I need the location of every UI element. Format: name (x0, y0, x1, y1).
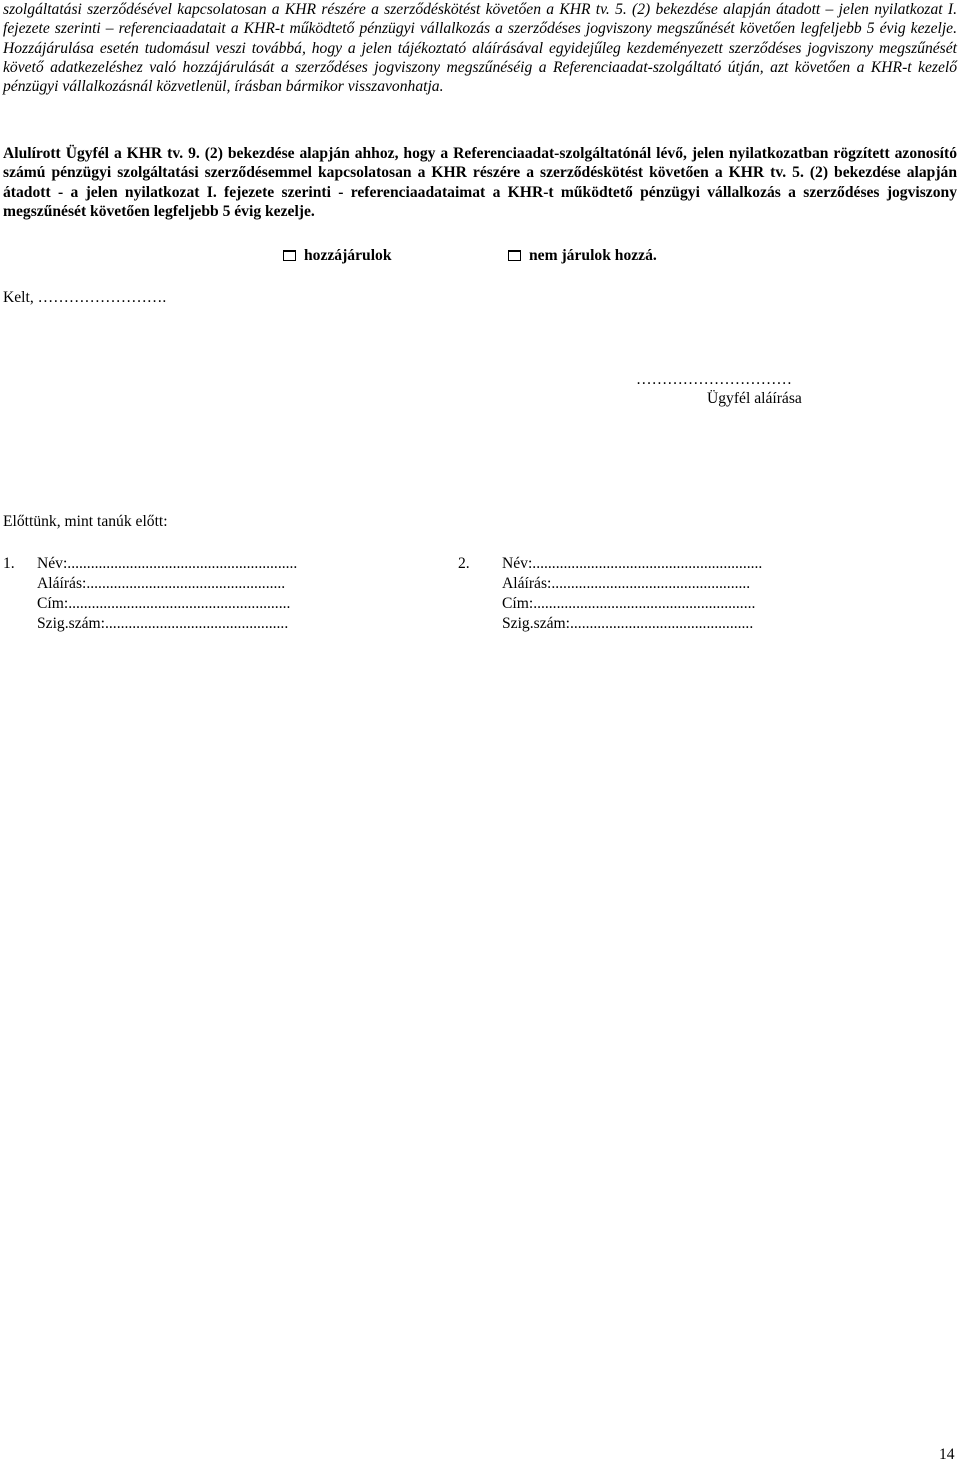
witness-1-signature-field: Aláírás:................................................... (37, 575, 286, 592)
witness-1-name-field: Név:........................................................... (37, 555, 298, 572)
witness-2-signature-field: Aláírás:................................................... (502, 575, 751, 592)
consent-checkbox[interactable] (283, 250, 296, 261)
decline-option[interactable] (508, 246, 657, 265)
witness-2-address-field: Cím:......................................................... (502, 595, 756, 612)
kelt-line: Kelt, ……………………. (3, 289, 167, 306)
witness-1-number: 1. (3, 555, 15, 572)
consent-option-label: hozzájárulok (304, 247, 392, 264)
decline-option-label: nem járulok hozzá. (529, 247, 657, 264)
witness-intro: Előttünk, mint tanúk előtt: (3, 513, 168, 530)
consent-option[interactable] (283, 246, 392, 265)
witness-1-address-field: Cím:......................................................... (37, 595, 291, 612)
page-number: 14 (939, 1446, 955, 1463)
witness-1-id-field: Szig.szám:............................................... (37, 615, 289, 632)
signature-label: Ügyfél aláírása (707, 390, 802, 407)
witness-2-number: 2. (458, 555, 470, 572)
consent-info-paragraph: szolgáltatási szerződésével kapcsolatosan a KHR részére a szerződéskötést követően a KHR tv. 5. (2) bekezdése alapján átadott – jelen nyilatkozat I. fejezete szerinti – referenciaadatait a KHR-t működtető pénzügyi vállalkozás a szerződéses jogviszony megszűnését követően legfeljebb 5 évig kezelje. Hozzájárulása esetén tudomásul veszi továbbá, hogy a jelen tájékoztató aláírásával egyidejűleg kezdeményezett szerződéses jogviszony megszűnését követő adatkezeléshez való hozzájárulását a szerződéses jogviszony megszűnéséig a Referenciaadat-szolgáltató útján, azt követően a KHR-t kezelő pénzügyi vállalkozásnál közvetlenül, írásban bármikor visszavonhatja. (3, 1, 957, 96)
witness-2-id-field: Szig.szám:............................................... (502, 615, 754, 632)
decline-checkbox[interactable] (508, 250, 521, 261)
customer-declaration-paragraph: Alulírott Ügyfél a KHR tv. 9. (2) bekezdése alapján ahhoz, hogy a Referenciaadat-szolgáltatónál lévő, jelen nyilatkozatban rögzített azonosító számú pénzügyi szolgáltatási szerződésemmel kapcsolatosan a KHR részére a szerződéskötést követően a KHR tv. 5. (2) bekezdése alapján átadott - a jelen nyilatkozat I. fejezete szerinti - referenciaadataimat a KHR-t működtető pénzügyi vállalkozás a szerződéses jogviszony megszűnését követően legfeljebb 5 évig kezelje. (3, 145, 957, 220)
witness-2-name-field: Név:........................................................... (502, 555, 763, 572)
signature-line: ………………………… (636, 371, 792, 388)
